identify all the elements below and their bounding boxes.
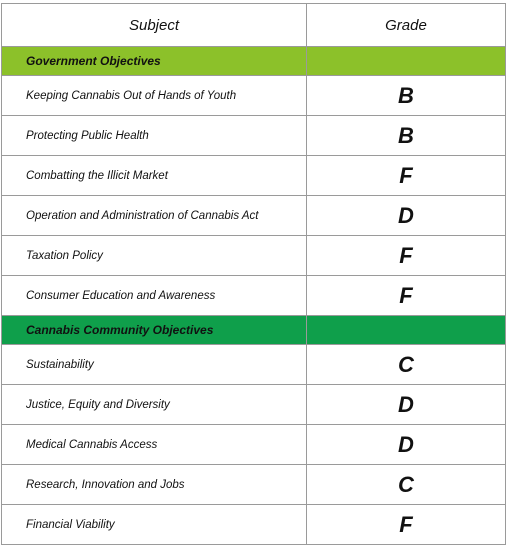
grade-cell: B	[307, 116, 506, 156]
subject-cell: Financial Viability	[2, 505, 307, 545]
table-row	[2, 196, 506, 236]
grade-cell: D	[307, 196, 506, 236]
section-row-government	[2, 47, 506, 76]
subject-cell: Research, Innovation and Jobs	[2, 465, 307, 505]
subject-cell: Consumer Education and Awareness	[2, 276, 307, 316]
table-row	[2, 236, 506, 276]
section-row-community	[2, 316, 506, 345]
grade-cell: F	[307, 156, 506, 196]
section-band	[307, 47, 506, 76]
subject-cell: Operation and Administration of Cannabis Act	[2, 196, 307, 236]
header-row	[2, 4, 506, 47]
table-row	[2, 116, 506, 156]
subject-cell: Keeping Cannabis Out of Hands of Youth	[2, 76, 307, 116]
subject-cell: Taxation Policy	[2, 236, 307, 276]
table-row	[2, 385, 506, 425]
subject-cell: Combatting the Illicit Market	[2, 156, 307, 196]
table-row	[2, 276, 506, 316]
section-band	[307, 316, 506, 345]
grades-table	[1, 3, 506, 545]
table-row	[2, 425, 506, 465]
table-row	[2, 345, 506, 385]
grade-cell: F	[307, 505, 506, 545]
grade-cell: F	[307, 276, 506, 316]
table-row	[2, 76, 506, 116]
grade-cell: D	[307, 385, 506, 425]
grade-cell: C	[307, 345, 506, 385]
section-title: Cannabis Community Objectives	[2, 316, 307, 345]
table-row	[2, 156, 506, 196]
subject-cell: Sustainability	[2, 345, 307, 385]
grade-header: Grade	[307, 4, 506, 47]
subject-header: Subject	[2, 4, 307, 47]
section-title: Government Objectives	[2, 47, 307, 76]
grade-cell: F	[307, 236, 506, 276]
table-row	[2, 505, 506, 545]
grade-cell: C	[307, 465, 506, 505]
grade-cell: D	[307, 425, 506, 465]
subject-cell: Protecting Public Health	[2, 116, 307, 156]
grade-cell: B	[307, 76, 506, 116]
subject-cell: Medical Cannabis Access	[2, 425, 307, 465]
subject-cell: Justice, Equity and Diversity	[2, 385, 307, 425]
table-row	[2, 465, 506, 505]
